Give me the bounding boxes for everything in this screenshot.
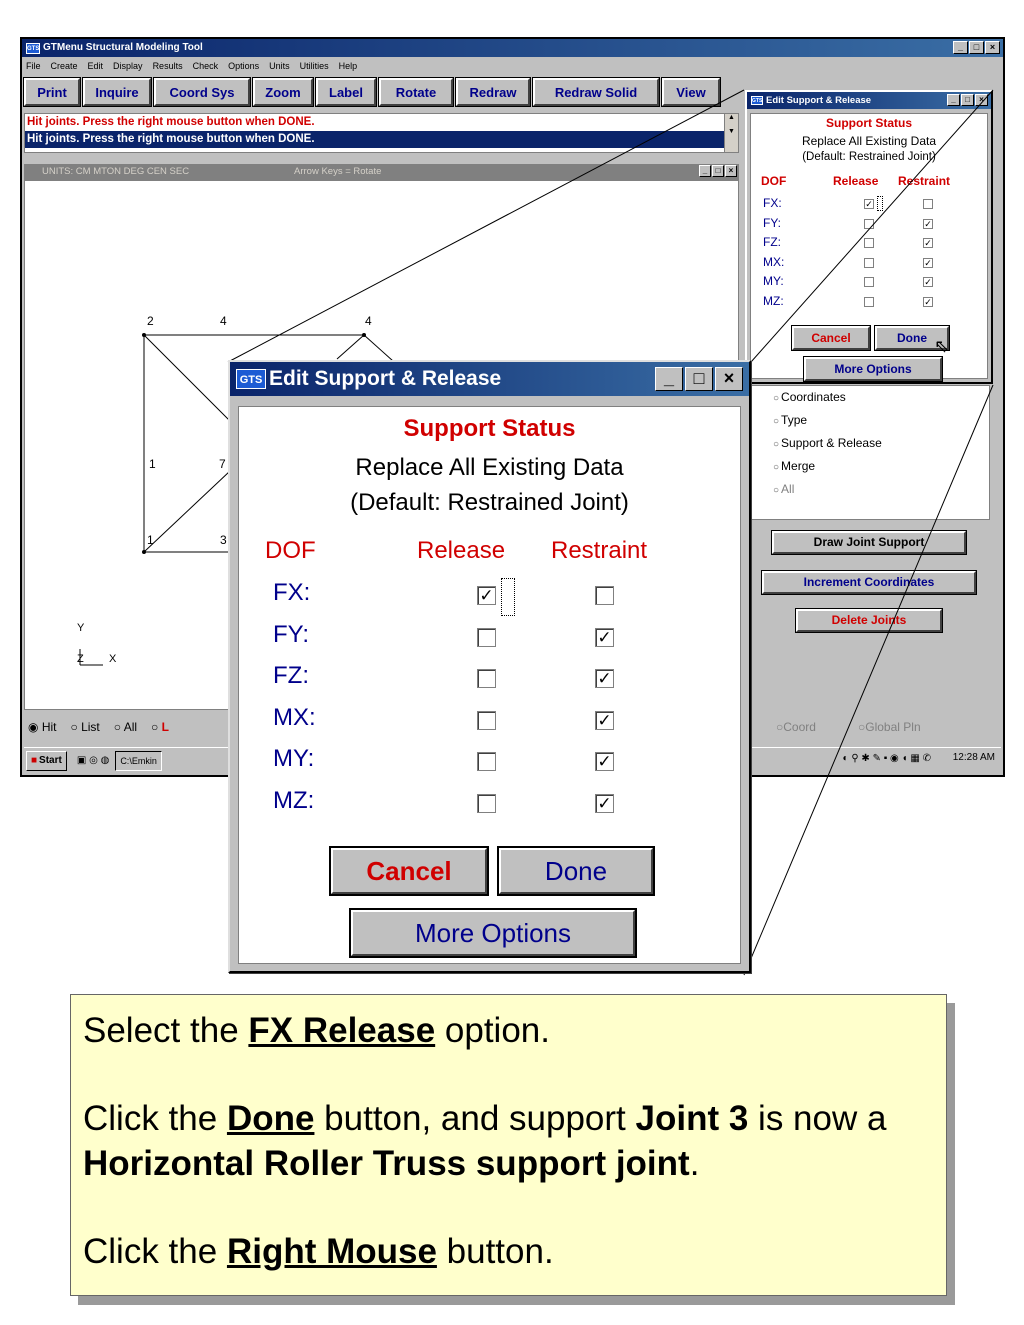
member-label: 1 [149,457,156,471]
radio-label: Hit [41,720,57,734]
close-button[interactable]: × [975,94,988,106]
instruction-step-3 [83,1230,934,1274]
dof-label: MZ: [273,786,315,814]
taskbar-item-label: C:\Emkin [120,755,157,766]
joint-label: 1 [147,533,154,547]
instruction-step-1 [83,1009,934,1053]
units-text: UNITS: CM MTON DEG CEN SEC [42,166,190,177]
restraint-checkbox[interactable]: ✓ [595,628,614,647]
windows-logo-icon: ■ [31,755,38,766]
more-options-button[interactable]: More Options [351,910,635,956]
app-title: GTMenu Structural Modeling Tool [43,42,203,53]
minimize-button[interactable]: _ [699,165,711,177]
start-label: Start [39,755,62,766]
menu-utilities[interactable]: Utilities [299,60,329,71]
maximize-button[interactable]: □ [961,94,974,106]
dialog-title: Edit Support & Release [269,367,502,390]
radio-off-icon: ○ [858,720,866,734]
member-label: 3 [220,533,227,547]
caption-text: . [689,1143,700,1183]
caption-text: is now a [748,1099,887,1139]
close-button[interactable]: × [715,367,743,391]
radio-label: Merge [781,459,816,473]
zoom-button[interactable]: Zoom [253,78,313,106]
draw-joint-support-button[interactable]: Draw Joint Support [772,531,966,554]
close-button[interactable]: × [985,41,1000,54]
release-header: Release [833,174,879,188]
dialog-title: Edit Support & Release [766,94,872,106]
dof-row [239,745,740,781]
joint-label: 2 [147,314,154,328]
focus-rectangle [501,578,515,616]
radio-off-icon: ○ [773,462,780,473]
restraint-checkbox[interactable]: ✓ [924,218,932,229]
dof-header: DOF [265,537,316,564]
inquire-button[interactable]: Inquire [83,78,151,106]
dof-label: MZ: [763,294,784,308]
caption-text: Click the [83,1099,227,1139]
restraint-checkbox[interactable]: ✓ [924,238,932,249]
close-button[interactable]: × [725,165,737,177]
restraint-checkbox[interactable]: ✓ [595,752,614,771]
redraw-solid-button[interactable]: Redraw Solid [533,78,659,106]
caption-text: Select the [83,1011,249,1050]
radio-label: All [781,482,795,496]
restraint-checkbox[interactable]: ✓ [595,669,614,688]
edit-support-dialog-zoomed [228,360,751,973]
dof-label: MX: [763,254,785,269]
menu-units[interactable]: Units [269,60,290,71]
instruction-step-2 [83,1097,934,1186]
caption-text: Click the [83,1232,227,1272]
tray-icons: ◐ ⚲ ✱ ✎ ▪ ◉ ◖ ▦ ✆ [842,753,931,764]
menu-results[interactable]: Results [152,60,183,71]
maximize-button[interactable]: □ [969,41,984,54]
radio-off-icon: ○ [151,720,159,734]
dof-row [239,662,740,698]
release-checkbox[interactable] [477,794,496,813]
axis-y-label: Y [77,622,85,634]
member-label: 7 [219,457,226,471]
release-checkbox[interactable]: ✓ [477,586,496,605]
axis-x-label: X [109,653,117,665]
radio-label: Type [781,413,808,427]
radio-off-icon: ○ [773,393,780,404]
print-button[interactable]: Print [24,78,80,106]
member-label: 4 [220,314,227,328]
label-button[interactable]: Label [316,78,376,106]
mouse-cursor-icon: ⇖ [934,336,950,356]
radio-off-icon: ○ [70,720,78,734]
dof-row [239,621,740,657]
menu-display[interactable]: Display [113,60,143,71]
gts-app-icon: GTS [236,369,266,389]
quick-launch-icon[interactable]: ▣ ◎ ◍ [76,755,110,766]
default-text: (Default: Restrained Joint) [350,489,629,516]
restraint-header: Restraint [551,537,648,564]
dof-row [239,787,740,823]
joint-label: 4 [365,314,372,328]
caption-emphasis: Right Mouse [226,1232,437,1272]
clock: 12:28 AM [952,752,995,763]
replace-text: Replace All Existing Data [355,454,624,481]
gts-app-icon: GTS [26,43,40,54]
dof-label: FX: [273,579,311,606]
dof-row [239,579,740,615]
dof-row [239,704,740,740]
caption-text: option. [435,1011,550,1050]
done-button[interactable]: Done [875,326,949,350]
support-status-heading: Support Status [826,116,912,130]
gts-app-icon: GTS [752,98,763,104]
radio-label: Support & Release [781,436,882,450]
restraint-checkbox[interactable]: ✓ [924,257,932,268]
dof-label: FY: [273,620,310,648]
caption-text: button, and support [314,1099,636,1139]
message-scrollbar[interactable]: ▲ ▼ [724,114,738,152]
caption-emphasis: FX Release [248,1011,436,1050]
radio-label: Coord [783,720,816,734]
dof-label: MX: [273,703,316,731]
instruction-callout [70,994,947,1296]
dof-label: FX: [763,196,782,210]
radio-label: List [81,720,100,734]
caption-bold: Joint 3 [635,1099,749,1139]
rotate-hint: Arrow Keys = Rotate [294,166,382,177]
release-checkbox[interactable]: ✓ [865,199,873,209]
radio-label: L [161,720,169,734]
increment-coordinates-button[interactable]: Increment Coordinates [762,571,976,594]
maximize-button[interactable]: □ [712,165,724,177]
restraint-checkbox[interactable]: ✓ [595,794,614,813]
radio-off-icon: ○ [113,720,122,734]
radio-off-icon: ○ [773,485,780,496]
caption-text: button. [436,1232,554,1272]
radio-off-icon: ○ [773,439,780,450]
done-button[interactable]: Done [499,848,653,894]
dof-label: FZ: [273,662,309,689]
restraint-checkbox[interactable]: ✓ [924,297,932,307]
view-button[interactable]: View [662,78,720,106]
dof-label: FY: [763,215,782,230]
menu-check[interactable]: Check [192,60,219,71]
release-checkbox[interactable] [477,752,496,771]
maximize-button[interactable]: □ [685,367,713,391]
dof-header: DOF [761,174,787,188]
release-checkbox[interactable] [477,669,496,688]
release-header: Release [417,537,506,564]
minimize-button[interactable]: _ [655,367,683,391]
radio-on-icon: ◉ [28,720,39,734]
message-line: Hit joints. Press the right mouse button when DONE. [27,116,315,128]
message-line-selected: Hit joints. Press the right mouse button when DONE. [25,131,738,148]
rotate-button[interactable]: Rotate [379,78,453,106]
radio-label: Coordinates [781,390,846,404]
radio-off-icon: ○ [776,720,784,734]
more-options-button[interactable]: More Options [804,357,942,381]
menu-file[interactable]: File [26,60,41,71]
dof-label: MY: [273,745,315,772]
menu-options[interactable]: Options [228,60,260,71]
radio-off-icon: ○ [773,416,780,427]
restraint-header: Restraint [898,174,951,188]
redraw-button[interactable]: Redraw [456,78,530,106]
menu-edit[interactable]: Edit [87,60,104,71]
caption-bold: Horizontal Roller Truss support joint [83,1143,690,1183]
menu-help[interactable]: Help [338,60,358,71]
restraint-checkbox[interactable] [595,586,614,605]
restraint-checkbox[interactable]: ✓ [924,277,932,288]
radio-label: All [123,720,138,734]
minimize-button[interactable]: _ [953,41,968,54]
dof-label: MY: [763,274,784,289]
minimize-button[interactable]: _ [947,94,960,106]
radio-label: Global Pln [865,720,921,734]
dof-label: FZ: [763,235,781,250]
axis-z-label: Z [77,653,84,665]
menu-create[interactable]: Create [50,60,78,71]
release-checkbox[interactable] [477,628,496,647]
restraint-checkbox[interactable]: ✓ [595,711,614,730]
delete-joints-button[interactable]: Delete Joints [796,609,942,632]
default-text: (Default: Restrained Joint) [802,151,936,163]
support-status-heading: Support Status [403,415,576,442]
cancel-button[interactable]: Cancel [792,326,870,350]
dialog-body [238,406,741,964]
dialog-titlebar[interactable] [230,362,749,396]
cancel-button[interactable]: Cancel [331,848,487,894]
coord-sys-button[interactable]: Coord Sys [154,78,250,106]
replace-text: Replace All Existing Data [801,134,937,148]
release-checkbox[interactable] [477,711,496,730]
caption-emphasis: Done [226,1099,315,1139]
